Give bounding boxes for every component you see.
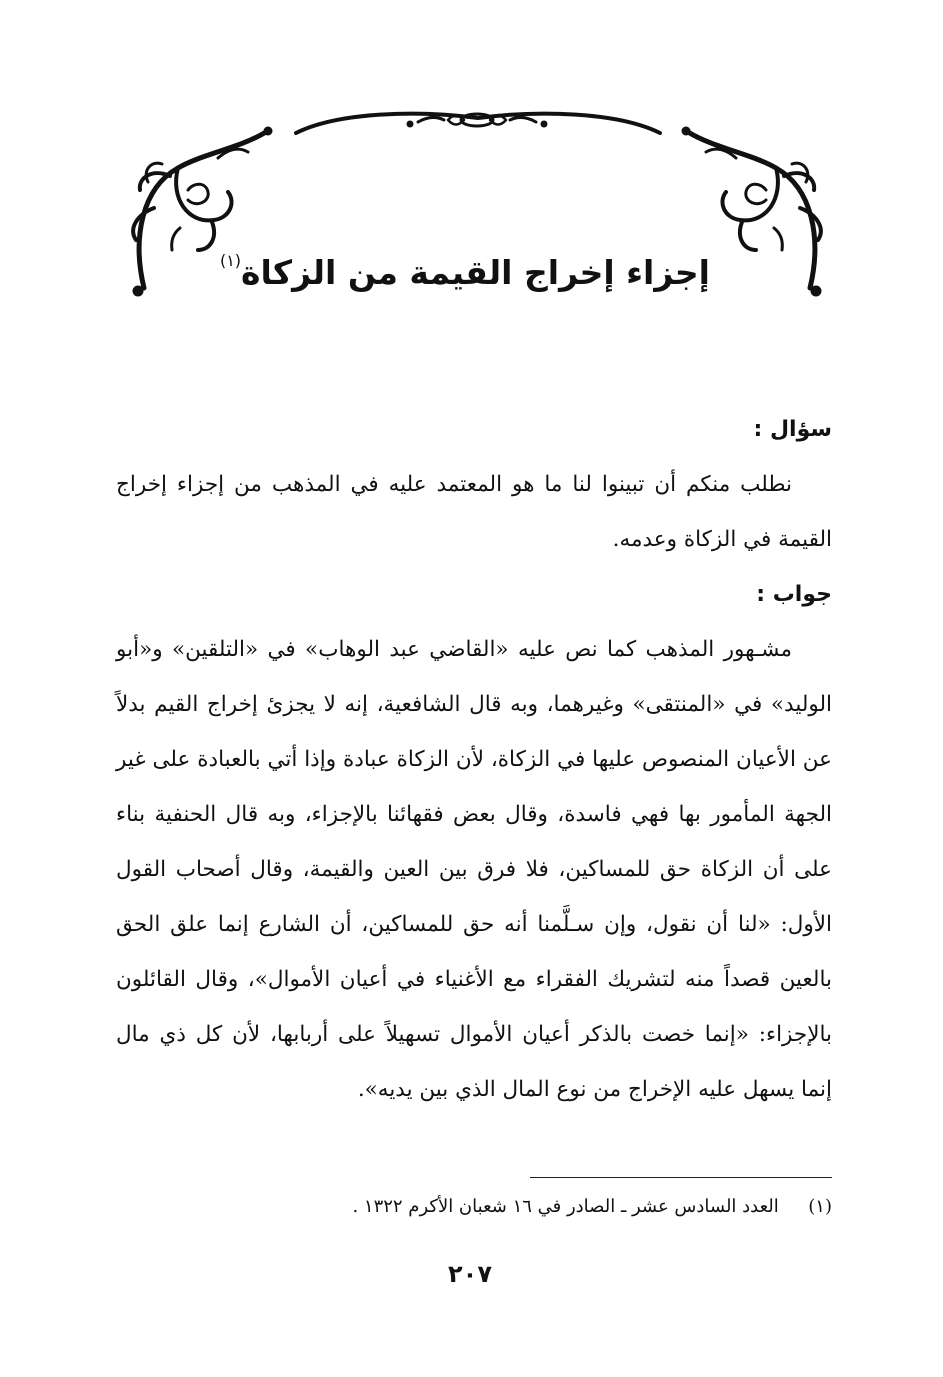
title-text: إجزاء إخراج القيمة من الزكاة <box>241 253 710 292</box>
page-title <box>219 236 710 298</box>
footnote-text: العدد السادس عشر ـ الصادر في ١٦ شعبان الأكرم ١٣٢٢ . <box>352 1196 779 1217</box>
page-number: ٢٠٧ <box>448 1260 492 1288</box>
title-footnote-ref: (١) <box>219 251 242 270</box>
question-text: نطلب منكم أن تبينوا لنا ما هو المعتمد عليه في المذهب من إجزاء إخراج القيمة في الزكاة وعدمه. <box>116 472 832 552</box>
footnote-ref: (١) <box>808 1196 832 1217</box>
footnote-divider <box>530 1177 832 1178</box>
footnote <box>200 1192 832 1222</box>
answer-text: مشـهور المذهب كما نص عليه «القاضي عبد الوهاب» في «التلقين» و«أبو الوليد» في «المنتقى» وغيرهما، وبه قال الشافعية، إنه لا يجزئ إخراج القيم بدلاً عن الأعيان المنصوص عليها في الزكاة، لأن الزكاة عبادة وإذا أتي بالعبادة على غير الجهة المأمور بها فهي فاسدة، وقال بعض فقهائنا بالإجزاء، وبه قال الحنفية بناء على أن الزكاة حق للمساكين، فلا فرق بين العين والقيمة، وقال أصحاب القول الأول: «لنا أن نقول، وإن سـلَّمنا أنه حق للمساكين، أن الشارع إنما علق الحق بالعين قصداً منه لتشريك الفقراء مع الأغنياء في أعيان الأموال»، وقال القائلون بالإجزاء: «إنما خصت بالذكر أعيان الأموال تسهيلاً على أربابها، لأن كل ذي مال إنما يسهل عليه الإخراج من نوع المال الذي بين يديه». <box>116 637 832 1102</box>
question-label: سؤال : <box>753 417 832 442</box>
answer-label: جواب : <box>756 582 832 607</box>
body-text <box>116 402 832 1117</box>
